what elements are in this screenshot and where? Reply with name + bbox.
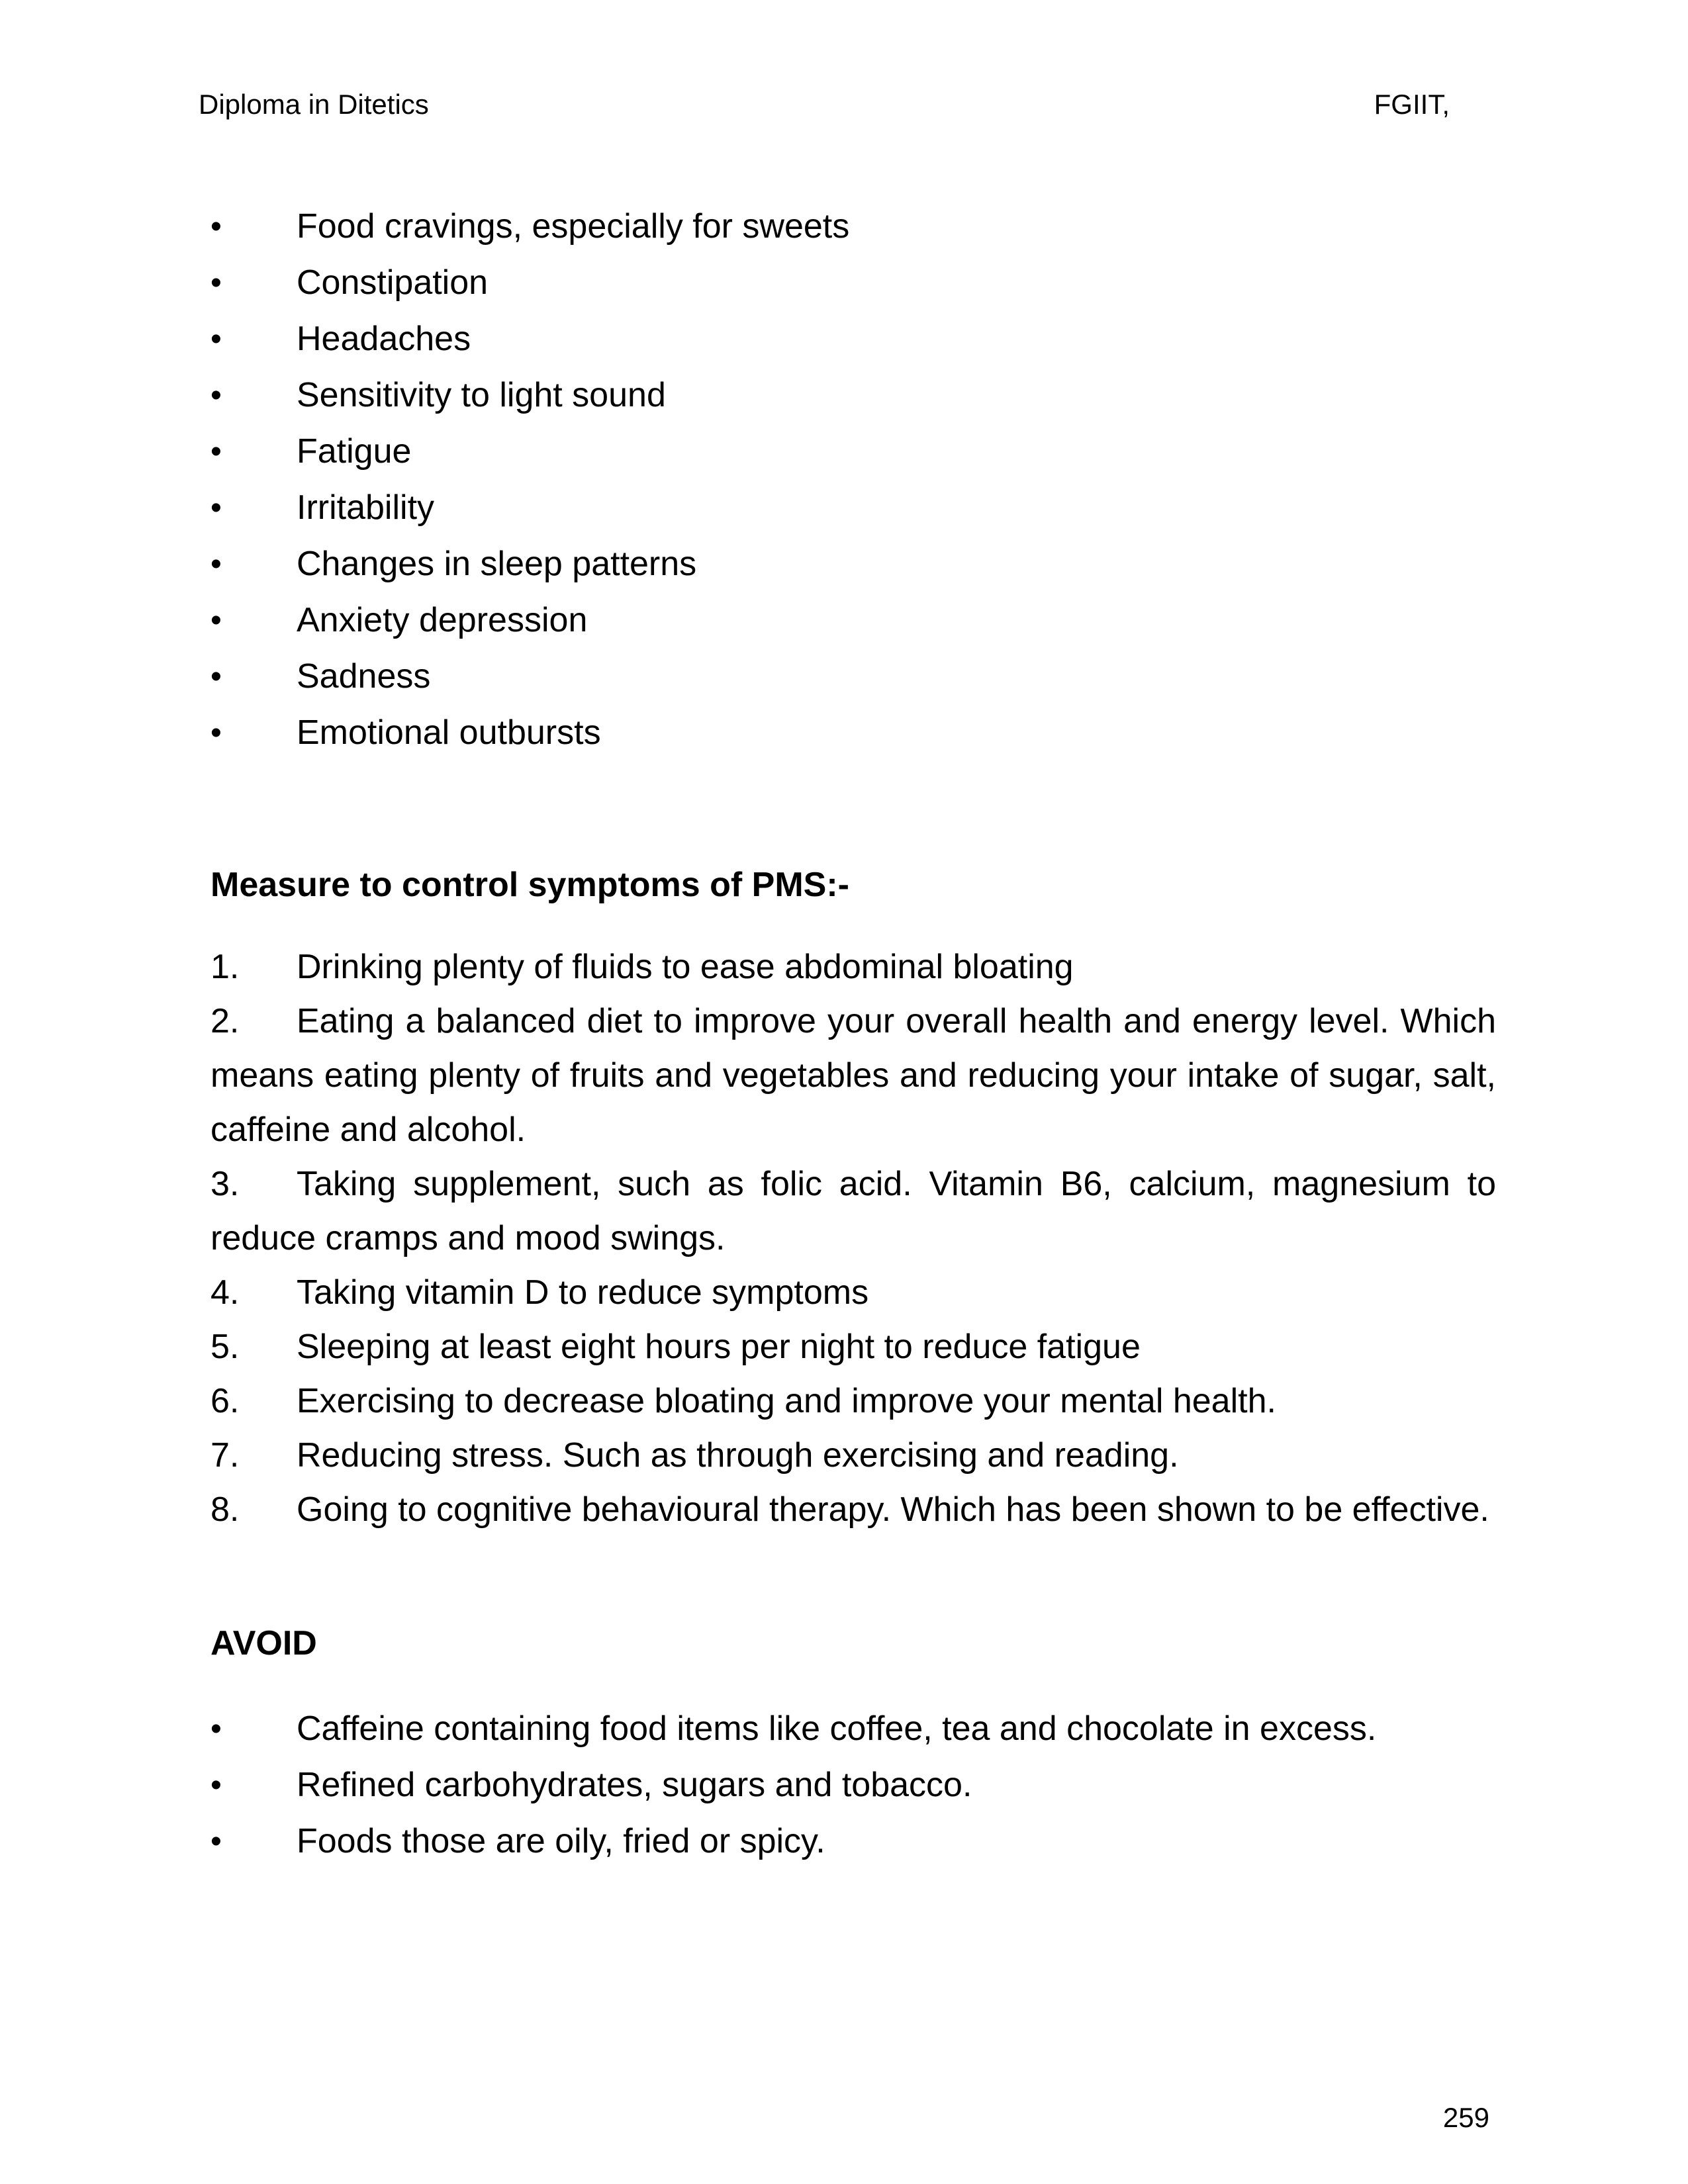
section-heading-avoid: AVOID bbox=[211, 1624, 317, 1662]
list-item-text: Irritability bbox=[297, 488, 435, 527]
list-item-text: Foods those are oily, fried or spicy. bbox=[297, 1822, 825, 1860]
bullet-icon: • bbox=[211, 378, 222, 413]
running-header bbox=[199, 85, 1489, 124]
item-number: 4. bbox=[211, 1273, 240, 1312]
bullet-icon: • bbox=[211, 1711, 222, 1747]
section-heading-measures: Measure to control symptoms of PMS:- bbox=[211, 866, 849, 904]
bullet-icon: • bbox=[211, 1768, 222, 1803]
item-number: 2. bbox=[211, 1002, 240, 1040]
bullet-icon: • bbox=[211, 659, 222, 694]
list-item bbox=[211, 1813, 1496, 1870]
list-item bbox=[211, 367, 1496, 424]
item-number: 8. bbox=[211, 1490, 240, 1529]
numbered-item bbox=[211, 1157, 1496, 1265]
item-text: Reducing stress. Such as through exercising and reading. bbox=[297, 1436, 1179, 1475]
item-number: 6. bbox=[211, 1382, 240, 1420]
item-number: 3. bbox=[211, 1165, 240, 1203]
bullet-icon: • bbox=[211, 209, 222, 244]
item-text: Going to cognitive behavioural therapy. Which has been shown to be effective. bbox=[297, 1490, 1489, 1529]
numbered-item bbox=[211, 1428, 1496, 1482]
list-item bbox=[211, 1701, 1496, 1757]
bullet-icon: • bbox=[211, 490, 222, 525]
list-item-text: Sadness bbox=[297, 657, 431, 696]
item-number: 1. bbox=[211, 948, 240, 986]
list-item-text: Headaches bbox=[297, 320, 471, 358]
list-item-text: Refined carbohydrates, sugars and tobacco. bbox=[297, 1766, 972, 1804]
bullet-icon: • bbox=[211, 1824, 222, 1859]
list-item bbox=[211, 1757, 1496, 1813]
numbered-item bbox=[211, 1320, 1496, 1374]
measures-list bbox=[211, 940, 1496, 1537]
list-item bbox=[211, 592, 1496, 649]
bullet-icon: • bbox=[211, 547, 222, 582]
item-number: 7. bbox=[211, 1436, 240, 1475]
list-item-text: Anxiety depression bbox=[297, 601, 588, 639]
list-item bbox=[211, 649, 1496, 705]
numbered-item bbox=[211, 1265, 1496, 1320]
list-item-text: Constipation bbox=[297, 263, 489, 302]
numbered-item bbox=[211, 940, 1496, 994]
list-item bbox=[211, 199, 1496, 255]
numbered-item bbox=[211, 1374, 1496, 1428]
bullet-icon: • bbox=[211, 715, 222, 751]
item-number: 5. bbox=[211, 1328, 240, 1366]
list-item bbox=[211, 705, 1496, 761]
bullet-icon: • bbox=[211, 434, 222, 469]
numbered-item bbox=[211, 1482, 1496, 1537]
avoid-list bbox=[211, 1701, 1496, 1870]
numbered-item bbox=[211, 994, 1496, 1157]
symptom-list bbox=[211, 199, 1496, 761]
page-number: 259 bbox=[1442, 2102, 1489, 2133]
item-text: Sleeping at least eight hours per night to reduce fatigue bbox=[297, 1328, 1141, 1366]
list-item-text: Emotional outbursts bbox=[297, 713, 601, 752]
item-text: Taking vitamin D to reduce symptoms bbox=[297, 1273, 869, 1312]
header-course-title: Diploma in Ditetics bbox=[199, 89, 429, 120]
list-item-text: Fatigue bbox=[297, 432, 412, 471]
list-item-text: Food cravings, especially for sweets bbox=[297, 207, 850, 246]
list-item-text: Changes in sleep patterns bbox=[297, 545, 697, 583]
list-item bbox=[211, 480, 1496, 536]
list-item bbox=[211, 255, 1496, 311]
list-item bbox=[211, 536, 1496, 592]
item-text: Exercising to decrease bloating and improve your mental health. bbox=[297, 1382, 1276, 1420]
list-item-text: Sensitivity to light sound bbox=[297, 376, 666, 414]
bullet-icon: • bbox=[211, 265, 222, 300]
bullet-icon: • bbox=[211, 603, 222, 638]
item-text: Taking supplement, such as folic acid. Vitamin B6, calcium, magnesium to reduce cramps and mood swings. bbox=[211, 1165, 1496, 1257]
item-text: Eating a balanced diet to improve your overall health and energy level. Which means eating plenty of fruits and vegetables and reducing your intake of sugar, salt, caffeine and alcohol. bbox=[211, 1002, 1496, 1149]
header-institute: FGIIT, bbox=[1374, 89, 1450, 120]
list-item bbox=[211, 311, 1496, 367]
bullet-icon: • bbox=[211, 322, 222, 357]
list-item bbox=[211, 424, 1496, 480]
list-item-text: Caffeine containing food items like coffee, tea and chocolate in excess. bbox=[297, 1709, 1377, 1748]
item-text: Drinking plenty of fluids to ease abdominal bloating bbox=[297, 948, 1074, 986]
